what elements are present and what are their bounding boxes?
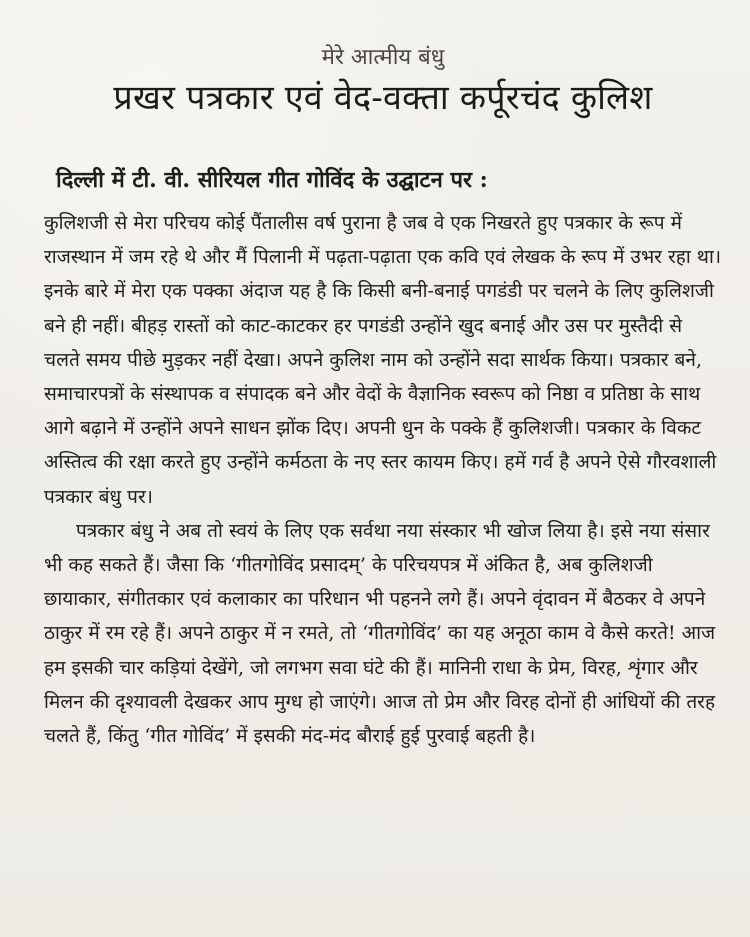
paragraph-1: कुलिशजी से मेरा परिचय कोई पैंतालीस वर्ष पुराना है जब वे एक निखरते हुए पत्रकार के रूप में राजस्थान में जम रहे थे और मैं पिलानी में पढ़ता-पढ़ाता एक कवि एवं लेखक के रूप में उभर रहा था। इनके बारे में मेरा एक पक्का अंदाज यह है कि किसी बनी-बनाई पगडंडी पर चलने के लिए कुलिशजी बने ही नहीं। बीहड़ रास्तों को काट-काटकर हर पगडंडी उन्होंने खुद बनाई और उस पर मुस्तैदी से चलते समय पीछे मुड़कर नहीं देखा। अपने कुलिश नाम को उन्होंने सदा सार्थक किया। पत्रकार बने, समाचारपत्रों के संस्थापक व संपादक बने और वेदों के वैज्ञानिक स्वरूप को निष्ठा व प्रतिष्ठा के साथ आगे बढ़ाने में उन्होंने अपने साधन झोंक दिए। अपनी धुन के पक्के हैं कुलिशजी। पत्रकार के विकट अस्तित्व की रक्षा करते हुए उन्होंने कर्मठता के नए स्तर कायम किए। हमें गर्व है अपने ऐसे गौरवशाली पत्रकार बंधु पर।	[44, 212, 722, 508]
paragraph-2: पत्रकार बंधु ने अब तो स्वयं के लिए एक सर्वथा नया संस्कार भी खोज लिया है। इसे नया संसार भी कह सकते हैं। जैसा कि ‘गीतगोविंद प्रसादम्’ के परिचयपत्र में अंकित है, अब कुलिशजी छायाकार, संगीतकार एवं कलाकार का परिधान भी पहनने लगे हैं। अपने वृंदावन में बैठकर वे अपने ठाकुर में रम रहे हैं। अपने ठाकुर में न रमते, तो ‘गीतगोविंद’ का यह अनूठा काम वे कैसे करते! आज हम इसकी चार कड़ियां देखेंगे, जो लगभग सवा घंटे की हैं। मानिनी राधा के प्रेम, विरह, शृंगार और मिलन की दृश्यावली देखकर आप मुग्ध हो जाएंगे। आज तो प्रेम और विरह दोनों ही आंधियों की तरह चलते हैं, किंतु ‘गीत गोविंद’ में इसकी मंद-मंद बौराई हुई पुरवाई बहती है।	[44, 519, 716, 748]
page-title: प्रखर पत्रकार एवं वेद-वक्ता कर्पूरचंद कुलिश	[113, 78, 653, 118]
page-kicker: मेरे आत्मीय बंधु	[321, 45, 445, 70]
article-body	[44, 206, 722, 753]
section-heading: दिल्ली में टी. वी. सीरियल गीत गोविंद के उद्घाटन पर :	[56, 167, 488, 193]
